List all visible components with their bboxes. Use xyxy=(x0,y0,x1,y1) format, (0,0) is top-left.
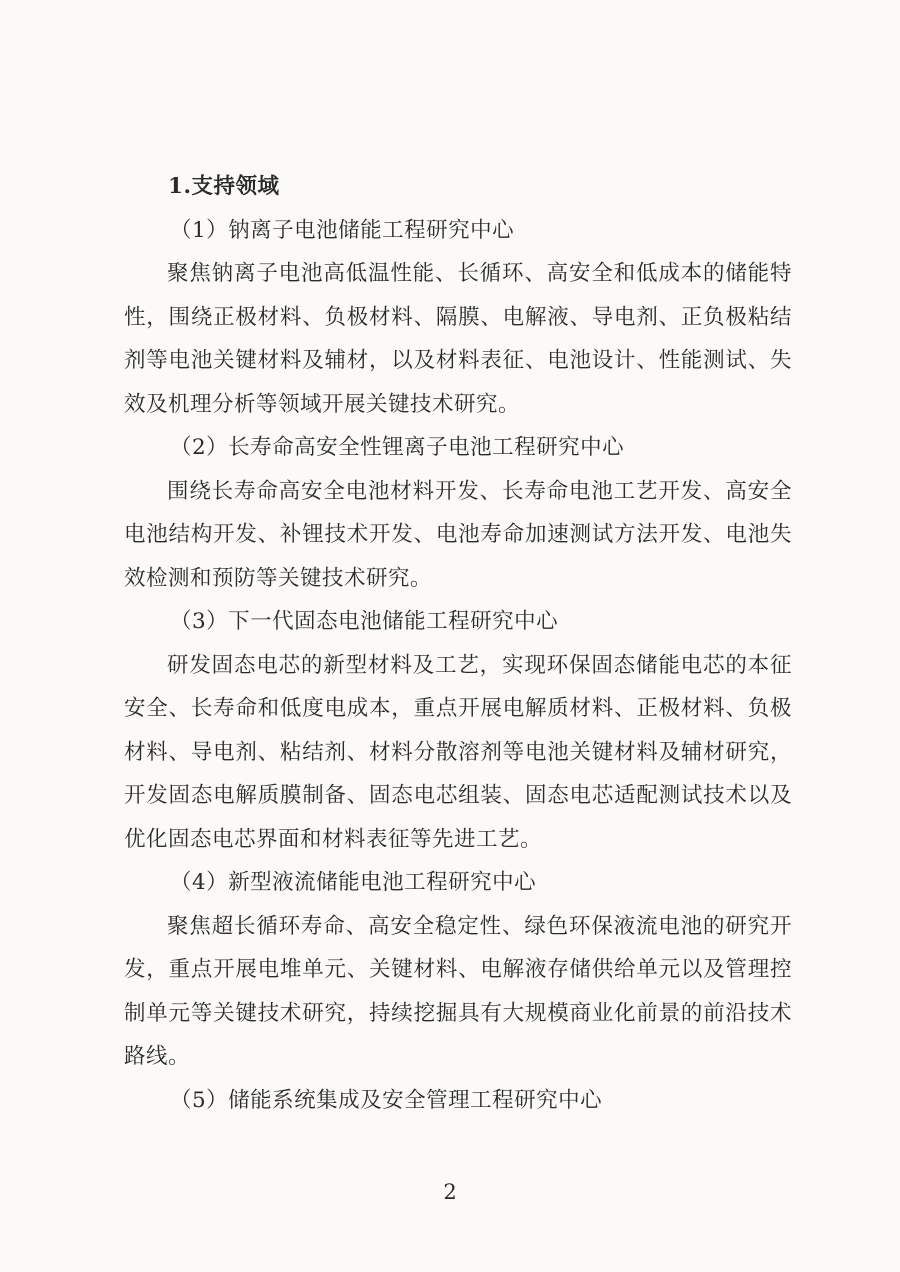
subsection-title-3: （3）下一代固态电池储能工程研究中心 xyxy=(170,609,559,634)
page-content xyxy=(124,165,792,1122)
subsection-title-2: （2）长寿命高安全性锂离子电池工程研究中心 xyxy=(170,435,625,460)
subsection-title-5: （5）储能系统集成及安全管理工程研究中心 xyxy=(170,1087,603,1113)
subsection-body-4: 聚焦超长循环寿命、高安全稳定性、绿色环保液流电池的研究开发，重点开展电堆单元、关键材料、电解液存储供给单元以及管理控制单元等关键技术研究，持续挖掘具有大规模商业化前景的前沿技术路线。 xyxy=(124,913,792,1069)
subsection-body-1: 聚焦钠离子电池高低温性能、长循环、高安全和低成本的储能特性，围绕正极材料、负极材料、隔膜、电解液、导电剂、正负极粘结剂等电池关键材料及辅材，以及材料表征、电池设计、性能测试、失效及机理分析等领域开展关键技术研究。 xyxy=(124,261,792,417)
subsection-title-1: （1）钠离子电池储能工程研究中心 xyxy=(170,217,515,243)
page-number: 2 xyxy=(443,1180,457,1204)
subsection-body-2: 围绕长寿命高安全电池材料开发、长寿命电池工艺开发、高安全电池结构开发、补锂技术开发、电池寿命加速测试方法开发、电池失效检测和预防等关键技术研究。 xyxy=(124,478,792,591)
subsection-title-4: （4）新型液流储能电池工程研究中心 xyxy=(170,870,537,895)
section-heading: 1.支持领域 xyxy=(168,174,280,199)
subsection-body-3: 研发固态电芯的新型材料及工艺，实现环保固态储能电芯的本征安全、长寿命和低度电成本，重点开展电解质材料、正极材料、负极材料、导电剂、粘结剂、材料分散溶剂等电池关键材料及辅材研究，开发固态电解质膜制备、固态电芯组装、固态电芯适配测试技术以及优化固态电芯界面和材料表征等先进工艺。 xyxy=(124,652,792,852)
